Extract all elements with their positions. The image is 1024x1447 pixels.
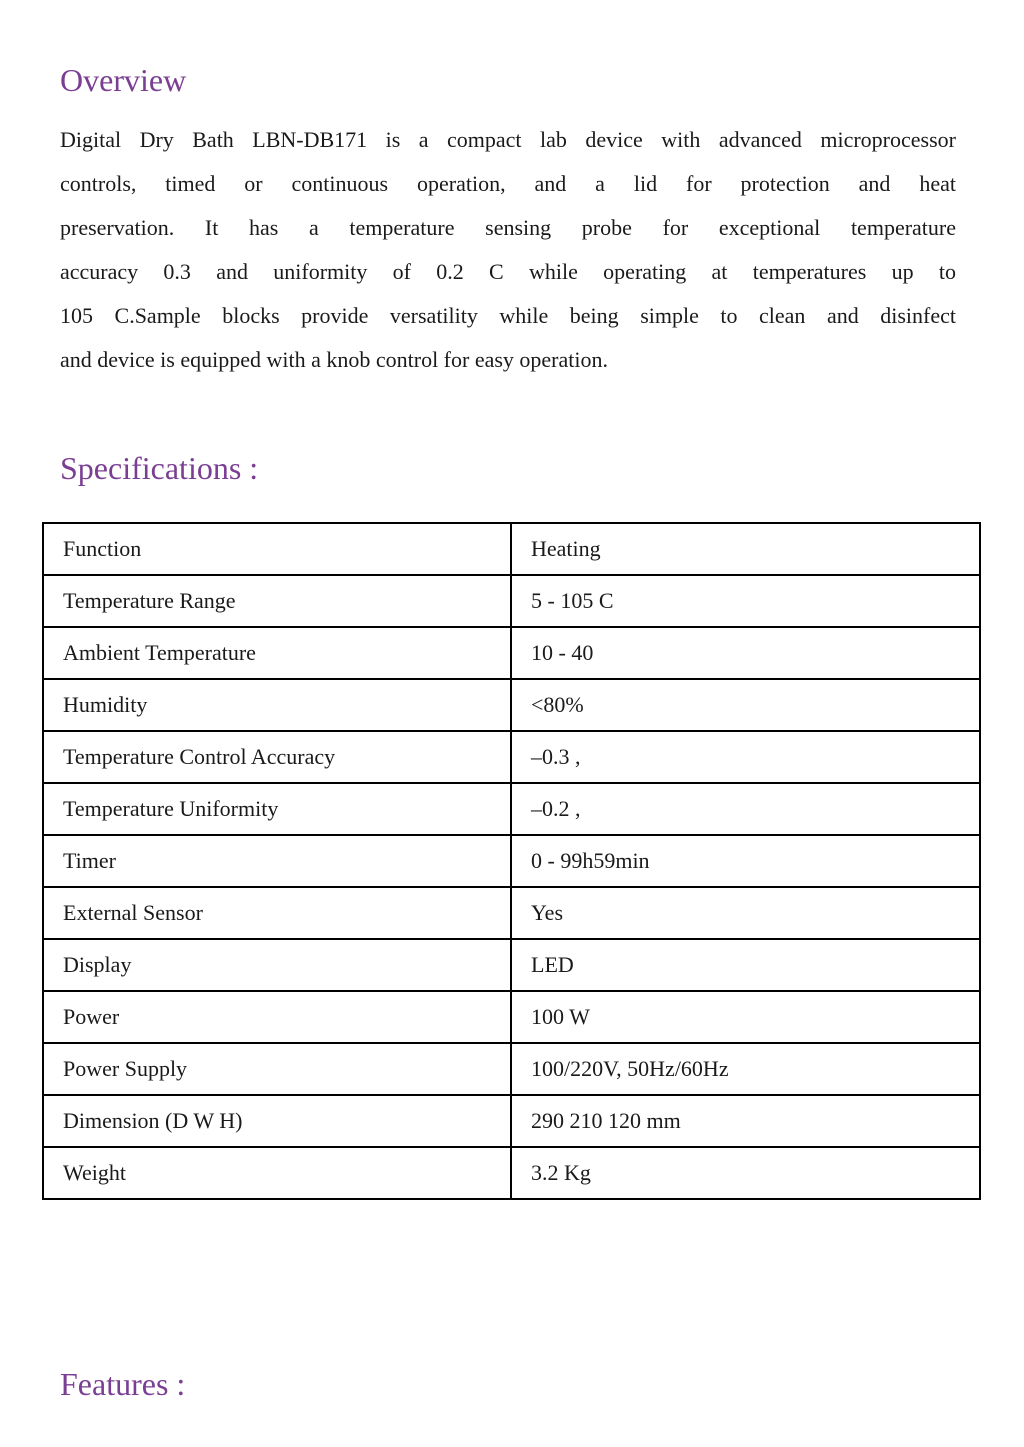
table-row bbox=[43, 627, 980, 679]
table-row bbox=[43, 1147, 980, 1199]
table-row bbox=[43, 887, 980, 939]
spec-label: Temperature Control Accuracy bbox=[43, 731, 511, 783]
specifications-heading: Specifications : bbox=[60, 450, 259, 486]
overview-line: controls, timed or continuous operation, and a lid for protection and heat bbox=[60, 171, 956, 196]
spec-label: Display bbox=[43, 939, 511, 991]
table-row bbox=[43, 939, 980, 991]
spec-value: 290 210 120 mm bbox=[511, 1095, 980, 1147]
table-row bbox=[43, 783, 980, 835]
table-row bbox=[43, 991, 980, 1043]
spec-value: 100/220V, 50Hz/60Hz bbox=[511, 1043, 980, 1095]
spec-label: Humidity bbox=[43, 679, 511, 731]
overview-line: Digital Dry Bath LBN-DB171 is a compact lab device with advanced microprocessor bbox=[60, 127, 956, 152]
spec-label: Temperature Uniformity bbox=[43, 783, 511, 835]
table-row bbox=[43, 835, 980, 887]
spec-label: Ambient Temperature bbox=[43, 627, 511, 679]
spec-label: Function bbox=[43, 523, 511, 575]
spec-value: 5 - 105 C bbox=[511, 575, 980, 627]
spec-value: Yes bbox=[511, 887, 980, 939]
spec-value: <80% bbox=[511, 679, 980, 731]
table-row bbox=[43, 731, 980, 783]
specifications-table bbox=[42, 522, 981, 1200]
table-row bbox=[43, 523, 980, 575]
spec-value: –0.3 , bbox=[511, 731, 980, 783]
overview-line: 105 C.Sample blocks provide versatility while being simple to clean and disinfect bbox=[60, 303, 956, 328]
table-row bbox=[43, 679, 980, 731]
overview-line: accuracy 0.3 and uniformity of 0.2 C while operating at temperatures up to bbox=[60, 259, 956, 284]
spec-value: Heating bbox=[511, 523, 980, 575]
spec-label: Temperature Range bbox=[43, 575, 511, 627]
spec-label: Weight bbox=[43, 1147, 511, 1199]
spec-label: External Sensor bbox=[43, 887, 511, 939]
overview-heading: Overview bbox=[60, 62, 187, 98]
spec-label: Power Supply bbox=[43, 1043, 511, 1095]
spec-value: 100 W bbox=[511, 991, 980, 1043]
spec-label: Power bbox=[43, 991, 511, 1043]
overview-line: preservation. It has a temperature sensing probe for exceptional temperature bbox=[60, 215, 956, 240]
spec-value: 10 - 40 bbox=[511, 627, 980, 679]
spec-value: LED bbox=[511, 939, 980, 991]
spec-label: Dimension (D W H) bbox=[43, 1095, 511, 1147]
spec-value: –0.2 , bbox=[511, 783, 980, 835]
spec-value: 0 - 99h59min bbox=[511, 835, 980, 887]
spec-label: Timer bbox=[43, 835, 511, 887]
table-row bbox=[43, 1043, 980, 1095]
table-row bbox=[43, 1095, 980, 1147]
features-heading: Features : bbox=[60, 1366, 186, 1402]
overview-paragraph bbox=[60, 118, 956, 382]
table-row bbox=[43, 575, 980, 627]
overview-line: and device is equipped with a knob control for easy operation. bbox=[60, 347, 609, 372]
spec-value: 3.2 Kg bbox=[511, 1147, 980, 1199]
